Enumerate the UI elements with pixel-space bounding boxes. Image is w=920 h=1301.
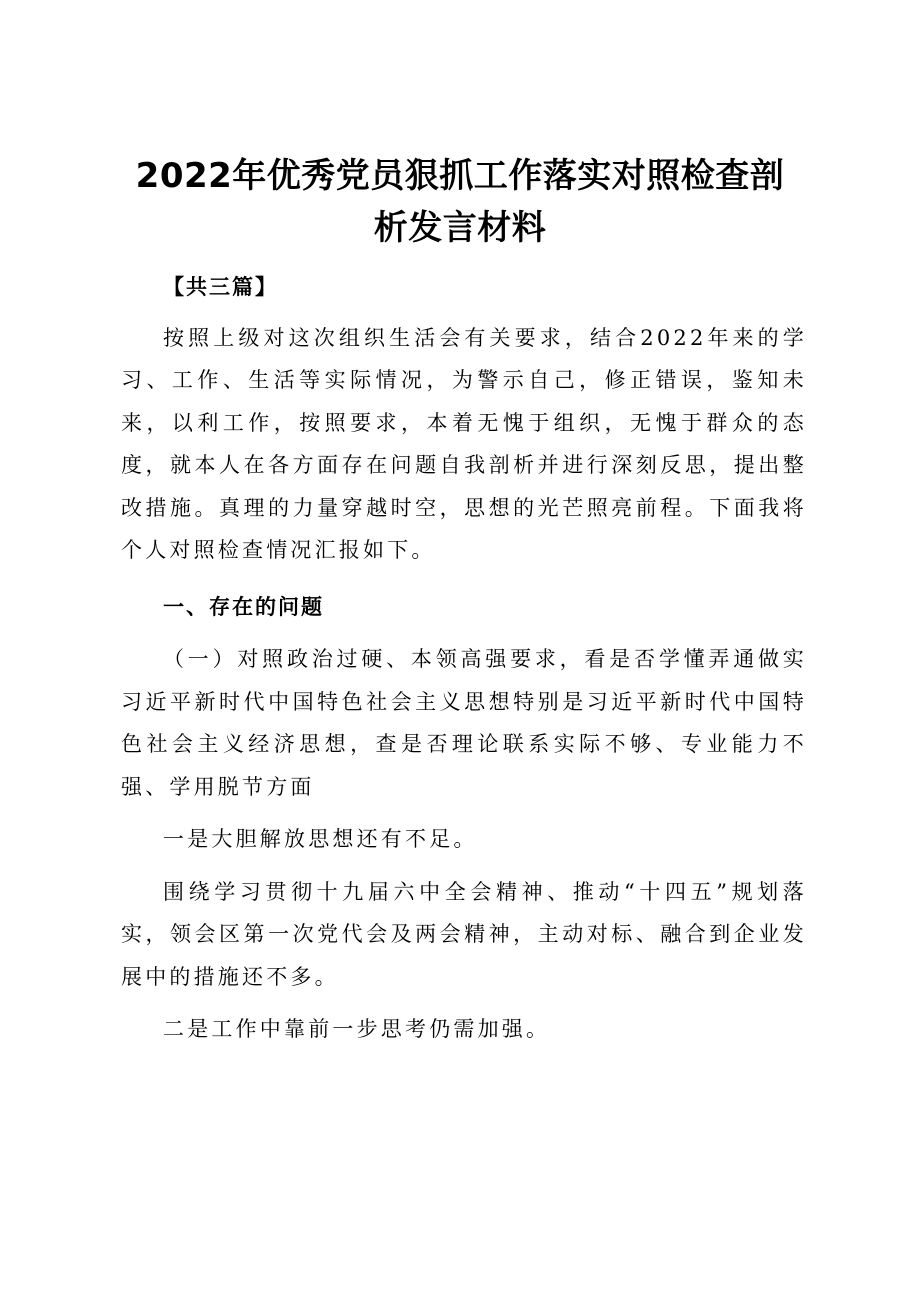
section-heading: 一、存在的问题	[163, 594, 324, 619]
title-line-2: 析发言材料	[373, 208, 547, 248]
point-heading-1: 一是大胆解放思想还有不足。	[163, 827, 478, 851]
document-body	[121, 266, 807, 1051]
intro-paragraph: 按照上级对这次组织生活会有关要求，结合2022年来的学习、工作、生活等实际情况，为警示自己，修正错误，鉴知未来，以利工作，按照要求，本着无愧于组织，无愧于群众的态度，就本人在各方面存在问题自我剖析并进行深刻反思，提出整改措施。真理的力量穿越时空，思想的光芒照亮前程。下面我将个人对照检查情况汇报如下。	[121, 325, 807, 562]
point-body-1: 围绕学习贯彻十九届六中全会精神、推动“十四五”规划落实，领会区第一次党代会及两会精神，主动对标、融合到企业发展中的措施还不多。	[121, 879, 807, 989]
document-title	[60, 150, 860, 254]
article-count-note: 【共三篇】	[163, 275, 278, 299]
point-heading-2: 二是工作中靠前一步思考仍需加强。	[163, 1017, 551, 1041]
title-line-1: 2022年优秀党员狠抓工作落实对照检查剖	[135, 156, 785, 196]
subsection-paragraph: （一）对照政治过硬、本领高强要求，看是否学懂弄通做实习近平新时代中国特色社会主义思想特别是习近平新时代中国特色社会主义经济思想，查是否理论联系实际不够、专业能力不强、学用脱节方面	[121, 647, 807, 799]
